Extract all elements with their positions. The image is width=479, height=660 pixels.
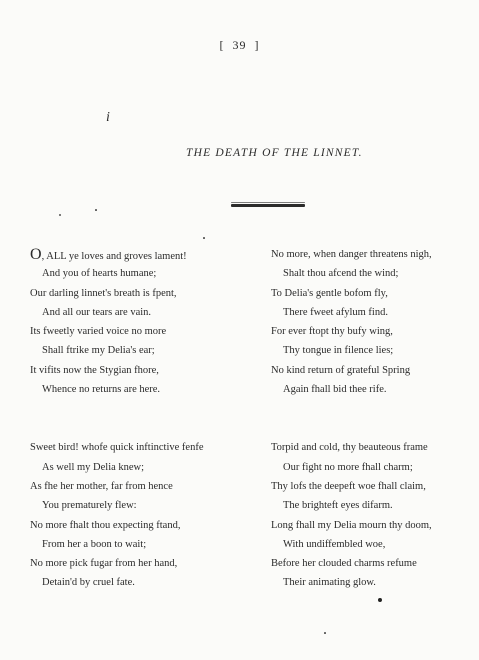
page-number-value: 39: [232, 38, 247, 52]
poem-column-left: [30, 245, 240, 593]
verse-line: With undiffembled woe,: [283, 538, 386, 550]
verse-line: Sweet bird! whofe quick inftinctive fenfe: [30, 442, 204, 454]
verse-line: As fhe her mother, far from hence: [30, 480, 173, 492]
verse-line: Before her clouded charms refume: [271, 558, 417, 570]
ink-speck: [324, 632, 326, 634]
stanza-gap: [30, 399, 240, 438]
verse-line: Their animating glow.: [283, 577, 376, 589]
verse-line: Its fweetly varied voice no more: [30, 326, 167, 338]
verse-line: No more fhalt thou expecting ftand,: [30, 519, 181, 531]
verse-line: From her a boon to wait;: [42, 538, 147, 550]
verse-line: As well my Delia knew;: [42, 461, 145, 473]
verse-line: Torpid and cold, thy beauteous frame: [271, 442, 428, 454]
verse-line: Thy lofs the deepeft woe fhall claim,: [271, 480, 426, 492]
verse-line: For ever ftopt thy bufy wing,: [271, 326, 393, 338]
verse-line: There fweet afylum find.: [283, 306, 388, 318]
verse-line: No more pick fugar from her hand,: [30, 558, 178, 570]
ink-speck: [203, 237, 205, 239]
verse-line: Shall ftrike my Delia's ear;: [42, 345, 155, 357]
ink-speck: [95, 209, 97, 211]
verse-line: No kind return of grateful Spring: [271, 364, 411, 376]
verse-line: Long fhall my Delia mourn thy doom,: [271, 519, 432, 531]
poem-title: THE DEATH OF THE LINNET.: [186, 147, 363, 159]
verse-line: Our fight no more fhall charm;: [283, 461, 413, 473]
verse-line: And you of hearts humane;: [42, 268, 157, 280]
verse-line: The brighteft eyes difarm.: [283, 500, 393, 512]
verse-line: You prematurely flew:: [42, 500, 137, 512]
verse-line: O, ALL ye loves and groves lament!: [30, 246, 187, 263]
verse-line: Shalt thou afcend the wind;: [283, 268, 399, 280]
verse-line: Again fhall bid thee rife.: [283, 384, 387, 396]
verse-line: Whence no returns are here.: [42, 384, 161, 396]
page-number: [0, 38, 479, 53]
verse-line: Thy tongue in filence lies;: [283, 345, 394, 357]
verse-line: Our darling linnet's breath is fpent,: [30, 287, 177, 299]
title-rule: [231, 204, 305, 207]
title-rule-thin: [231, 202, 305, 203]
ink-speck: [59, 214, 61, 216]
verse-line: And all our tears are vain.: [42, 306, 152, 318]
page-number-close-bracket: ]: [254, 38, 260, 52]
verse-line: Detain'd by cruel fate.: [42, 577, 135, 589]
margin-mark: i: [106, 110, 110, 125]
verse-line: It vifits now the Stygian fhore,: [30, 364, 159, 376]
stanza-gap: [271, 399, 471, 438]
verse-line: To Delia's gentle bofom fly,: [271, 287, 388, 299]
poem-column-right: [271, 245, 471, 593]
verse-line: No more, when danger threatens nigh,: [271, 249, 432, 260]
page-number-open-bracket: [: [219, 38, 225, 52]
ink-dot: [378, 598, 382, 602]
